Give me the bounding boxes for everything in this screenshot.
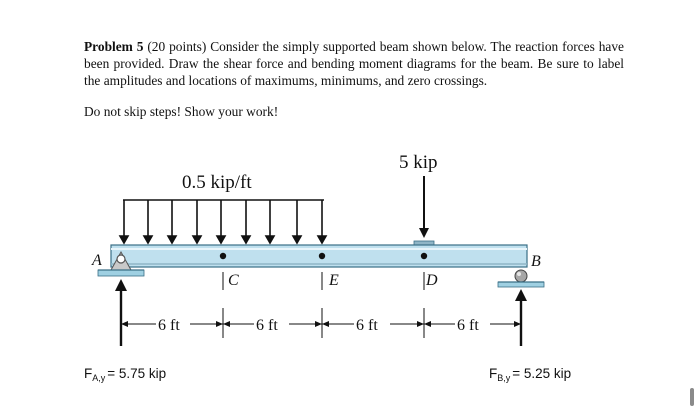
point-d-label: D (426, 272, 438, 289)
point-load-label: 5 kip (399, 152, 438, 173)
reaction-b-symbol: F (489, 366, 498, 381)
problem-reminder: Do not skip steps! Show your work! (84, 104, 279, 119)
dimension-label-2: 6 ft (256, 317, 278, 334)
dimension-label-3: 6 ft (356, 317, 378, 334)
point-c-marker (220, 253, 226, 259)
support-a-label: A (92, 252, 102, 269)
point-d-marker (421, 253, 427, 259)
reaction-b-value: = 5.25 kip (512, 366, 572, 381)
reaction-a-subscript: A,y (92, 373, 106, 383)
support-b-label: B (531, 253, 541, 270)
reaction-b-subscript: B,y (497, 373, 511, 383)
scrollbar-thumb[interactable] (690, 388, 694, 406)
dimension-label-4: 6 ft (457, 317, 479, 334)
problem-heading: Problem 5 (84, 39, 144, 54)
problem-text: Consider the simply supported beam shown below. The reaction forces have been provided. Draw the shear force and bending moment diagrams for the beam. Be sure to label the amplitudes and locations of maximums, minimums, and zero crossings. (84, 39, 624, 88)
reaction-a-label (84, 366, 166, 383)
dimension-label-1: 6 ft (158, 317, 180, 334)
distributed-load-label: 0.5 kip/ft (182, 172, 252, 193)
distributed-load (120, 172, 326, 243)
reaction-a-value: = 5.75 kip (107, 366, 167, 381)
distributed-load-arrows (120, 200, 326, 243)
reaction-a-symbol: F (84, 366, 93, 381)
point-e-label: E (329, 272, 339, 289)
problem-points: (20 points) (147, 39, 207, 54)
point-c-label: C (228, 272, 239, 289)
point-e-marker (319, 253, 325, 259)
point-load (399, 152, 438, 245)
reaction-b-label (489, 366, 571, 383)
